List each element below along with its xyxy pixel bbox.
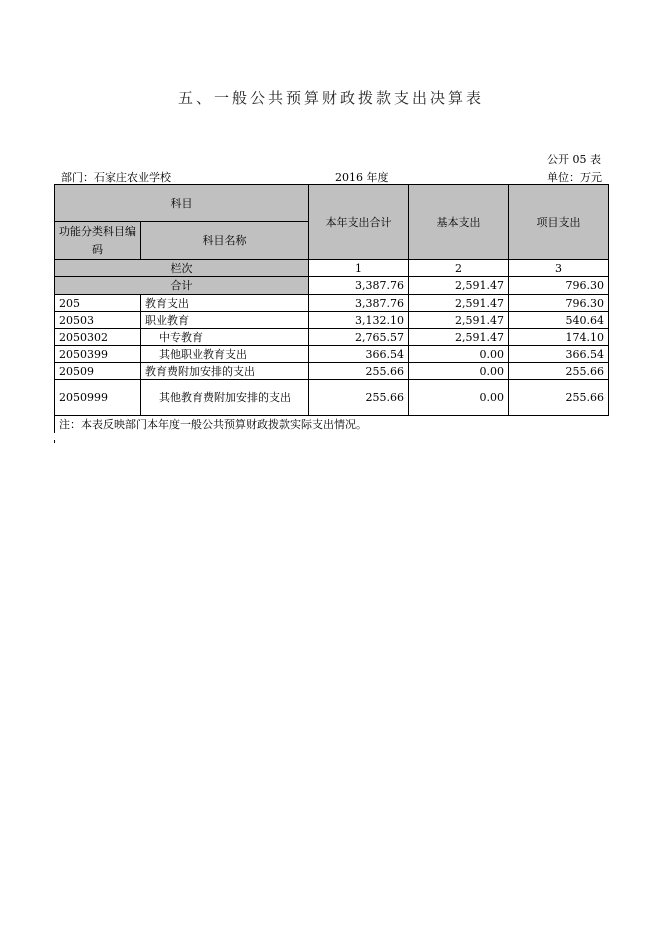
unit-label: 单位：万元 xyxy=(547,171,602,184)
expenditure-table xyxy=(54,184,609,433)
row-value: 2,591.47 xyxy=(409,329,509,346)
header-basic-expenditure: 基本支出 xyxy=(409,185,509,260)
index-cell: 1 xyxy=(309,260,409,277)
row-value: 0.00 xyxy=(409,346,509,363)
row-code: 205 xyxy=(55,295,141,312)
row-name: 职业教育 xyxy=(141,312,309,329)
note-row xyxy=(55,416,609,433)
row-value: 2,765.57 xyxy=(309,329,409,346)
row-value: 255.66 xyxy=(509,380,609,416)
row-value: 2,591.47 xyxy=(409,312,509,329)
table-row xyxy=(55,295,609,312)
header-project-expenditure: 项目支出 xyxy=(509,185,609,260)
row-value: 796.30 xyxy=(509,295,609,312)
row-value: 255.66 xyxy=(509,363,609,380)
table-row xyxy=(55,312,609,329)
index-label: 栏次 xyxy=(55,260,309,277)
row-value: 0.00 xyxy=(409,380,509,416)
page-title: 五、一般公共预算财政拨款支出决算表 xyxy=(177,89,484,107)
row-name: 其他职业教育支出 xyxy=(141,346,309,363)
table-row xyxy=(55,380,609,416)
total-label: 合计 xyxy=(55,277,309,295)
row-value: 540.64 xyxy=(509,312,609,329)
total-cell: 3,387.76 xyxy=(309,277,409,295)
total-cell: 796.30 xyxy=(509,277,609,295)
table-row xyxy=(55,363,609,380)
index-cell: 3 xyxy=(509,260,609,277)
row-name: 其他教育费附加安排的支出 xyxy=(141,380,309,416)
total-row xyxy=(55,277,609,295)
year-label: 2016 年度 xyxy=(335,171,389,184)
left-border-tail xyxy=(54,440,55,443)
row-value: 366.54 xyxy=(509,346,609,363)
row-value: 3,387.76 xyxy=(309,295,409,312)
header-code: 功能分类科目编码 xyxy=(55,222,141,260)
row-value: 2,591.47 xyxy=(409,295,509,312)
header-name: 科目名称 xyxy=(141,222,309,260)
total-cell: 2,591.47 xyxy=(409,277,509,295)
table-meta xyxy=(61,169,602,183)
row-name: 中专教育 xyxy=(141,329,309,346)
header-total-expenditure: 本年支出合计 xyxy=(309,185,409,260)
table-row xyxy=(55,346,609,363)
table-note: 注：本表反映部门本年度一般公共预算财政拨款实际支出情况。 xyxy=(55,416,609,433)
row-code: 20509 xyxy=(55,363,141,380)
header-subject: 科目 xyxy=(55,185,309,222)
row-name: 教育费附加安排的支出 xyxy=(141,363,309,380)
department-label: 部门：石家庄农业学校 xyxy=(61,171,171,184)
row-value: 174.10 xyxy=(509,329,609,346)
index-cell: 2 xyxy=(409,260,509,277)
row-value: 255.66 xyxy=(309,363,409,380)
row-code: 20503 xyxy=(55,312,141,329)
row-value: 0.00 xyxy=(409,363,509,380)
row-code: 2050399 xyxy=(55,346,141,363)
index-row xyxy=(55,260,609,277)
row-code: 2050302 xyxy=(55,329,141,346)
row-value: 366.54 xyxy=(309,346,409,363)
form-number: 公开 05 表 xyxy=(547,153,601,166)
row-code: 2050999 xyxy=(55,380,141,416)
row-value: 3,132.10 xyxy=(309,312,409,329)
row-name: 教育支出 xyxy=(141,295,309,312)
table-row xyxy=(55,329,609,346)
row-value: 255.66 xyxy=(309,380,409,416)
